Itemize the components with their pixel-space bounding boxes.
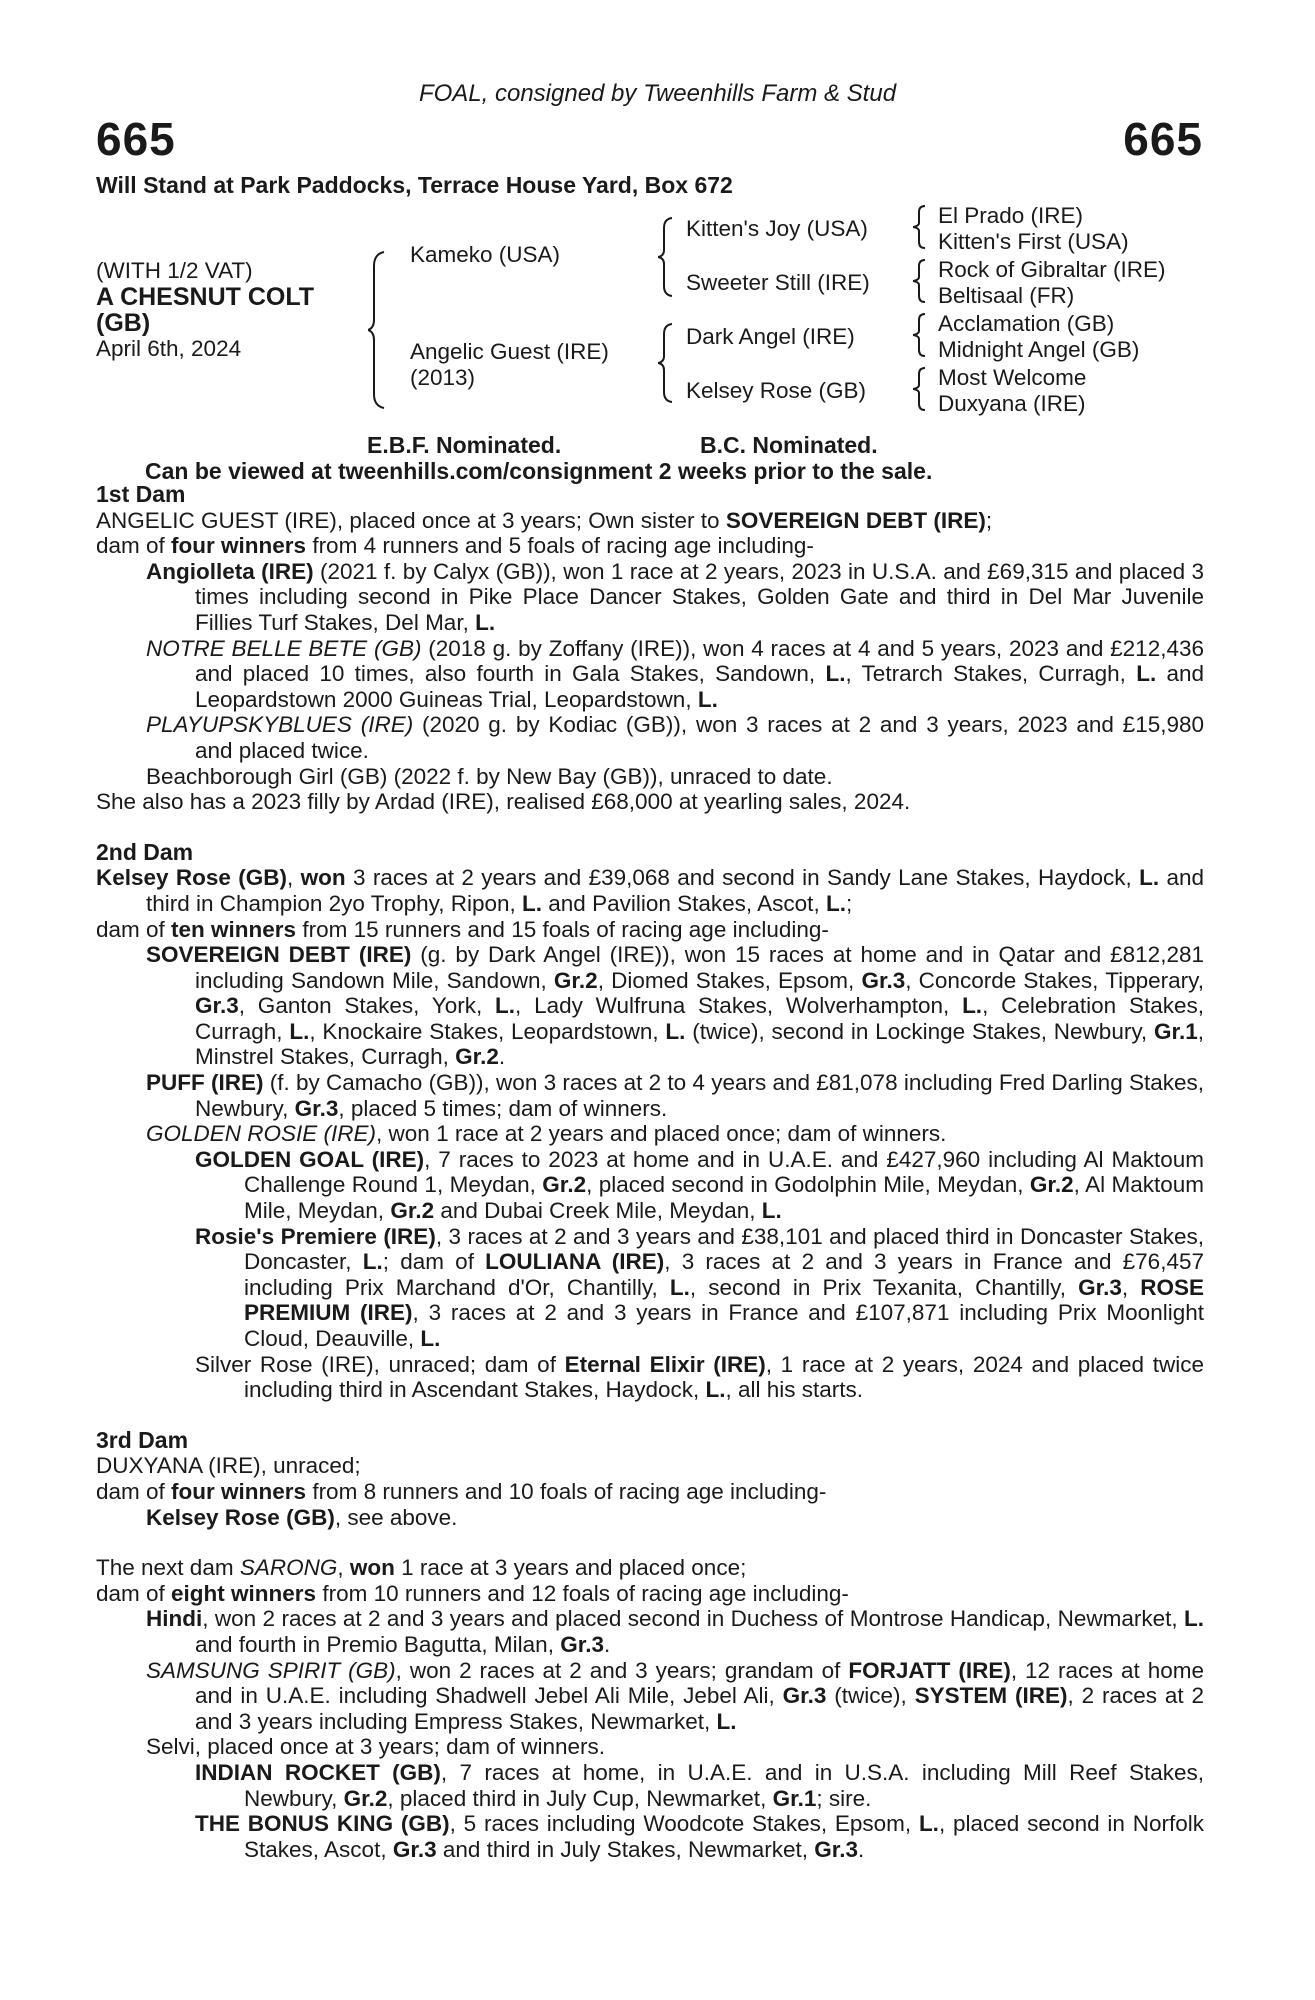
progeny-selvi: Selvi, placed once at 3 years; dam of winners. [146, 1734, 605, 1760]
progeny-golden-goal: GOLDEN GOAL (IRE), 7 races to 2023 at home and in U.A.E. and £427,960 including Al Maktoum Challenge Round 1, Meydan, Gr.2, placed second in Godolphin Mile, Meydan, Gr.2, Al Maktoum Mile, Meydan, Gr.2 and Dubai Creek Mile, Meydan, L. [195, 1146, 1204, 1224]
pedigree-brace-dam [658, 322, 674, 404]
next-dam-dam-of: dam of eight winners from 10 runners and 12 foals of racing age including- [96, 1580, 849, 1606]
pedigree-gg-7: Most Welcome [938, 365, 1087, 390]
pedigree-dam-year: (2013) [410, 365, 476, 390]
progeny-playupskyblues: PLAYUPSKYBLUES (IRE) (2020 g. by Kodiac (GB)), won 3 races at 2 and 3 years, 2023 and £15,980 and placed twice. [146, 712, 1205, 763]
progeny-golden-rosie: GOLDEN ROSIE (IRE), won 1 race at 2 years and placed once; dam of winners. [146, 1121, 947, 1147]
second-dam-dam-of: dam of ten winners from 15 runners and 15 foals of racing age including- [96, 916, 829, 942]
pedigree-gg-2: Kitten's First (USA) [938, 229, 1129, 254]
next-dam-intro: The next dam SARONG, won 1 race at 3 years and placed once; [96, 1555, 747, 1581]
progeny-beachborough-girl: Beachborough Girl (GB) (2022 f. by New Bay (GB)), unraced to date. [146, 763, 833, 789]
pedigree-sire-sire: Kitten's Joy (USA) [686, 216, 868, 241]
pedigree-dam-dam: Kelsey Rose (GB) [686, 378, 867, 403]
progeny-samsung-spirit: SAMSUNG SPIRIT (GB), won 2 races at 2 and 3 years; grandam of FORJATT (IRE), 12 races at home and in U.A.E. including Shadwell Jebel Ali Mile, Jebel Ali, Gr.3 (twice), SYSTEM (IRE), 2 races at 2 and 3 years including Empress Stakes, Newmarket, L. [146, 1657, 1204, 1734]
second-dam-heading: 2nd Dam [96, 838, 194, 865]
progeny-rosies-premiere: Rosie's Premiere (IRE), 3 races at 2 and 3 years and £38,101 and placed third in Doncaster Stakes, Doncaster, L.; dam of LOULIANA (IRE), 3 races at 2 and 3 years in France and £76,457 including Prix Marchand d'Or, Chantilly, L., second in Prix Texanita, Chantilly, Gr.3, ROSE PREMIUM (IRE), 3 races at 2 and 3 years in France and £107,871 including Prix Moonlight Cloud, Deauville, L. [195, 1223, 1204, 1351]
third-dam-intro: DUXYANA (IRE), unraced; [96, 1453, 361, 1479]
pedigree-brace-sire [658, 216, 674, 298]
progeny-angiolleta: Angiolleta (IRE) (2021 f. by Calyx (GB)), won 1 race at 2 years, 2023 in U.S.A. and £69,315 and placed 3 times including second in Pike Place Dancer Stakes, Golden Gate and third in Del Mar Juvenile Fillies Turf Stakes, Del Mar, L. [146, 558, 1204, 635]
lot-number-right: 665 [1123, 113, 1203, 165]
lot-number-left: 665 [96, 113, 176, 165]
first-dam-dam-of: dam of four winners from 4 runners and 5 foals of racing age including- [96, 533, 814, 559]
pedigree-brace-g4 [913, 366, 927, 412]
pedigree-brace-g1 [913, 204, 927, 250]
first-dam-heading: 1st Dam [96, 481, 186, 507]
second-dam-intro: Kelsey Rose (GB), won 3 races at 2 years and £39,068 and second in Sandy Lane Stakes, Haydock, L. and third in Champion 2yo Trophy, Ripon, L. and Pavilion Stakes, Ascot, L.; [96, 865, 1204, 916]
pedigree-sire-dam: Sweeter Still (IRE) [686, 270, 870, 295]
progeny-notre-belle-bete: NOTRE BELLE BETE (GB) (2018 g. by Zoffany (IRE)), won 4 races at 4 and 5 years, 2023 and £212,436 and placed 10 times, also fourth in Gala Stakes, Sandown, L., Tetrarch Stakes, Curragh, L. and Leopardstown 2000 Guineas Trial, Leopardstown, L. [146, 635, 1205, 712]
progeny-the-bonus-king: THE BONUS KING (GB), 5 races including Woodcote Stakes, Epsom, L., placed second in Norfolk Stakes, Ascot, Gr.3 and third in July Stakes, Newmarket, Gr.3. [195, 1811, 1204, 1862]
pedigree-gg-5: Acclamation (GB) [938, 311, 1115, 336]
pedigree-gg-1: El Prado (IRE) [938, 203, 1084, 228]
pedigree-dam: Angelic Guest (IRE) [410, 339, 609, 364]
progeny-indian-rocket: INDIAN ROCKET (GB), 7 races at home, in U.A.E. and in U.S.A. including Mill Reef Stakes, Newbury, Gr.2, placed third in July Cup, Newmarket, Gr.1; sire. [195, 1759, 1204, 1811]
pedigree-dam-sire: Dark Angel (IRE) [686, 324, 855, 349]
pedigree-gg-3: Rock of Gibraltar (IRE) [938, 257, 1166, 282]
horse-title: A CHESNUT COLT [96, 283, 315, 311]
progeny-sovereign-debt: SOVEREIGN DEBT (IRE) (g. by Dark Angel (IRE)), won 15 races at home and in Qatar and £812,281 including Sandown Mile, Sandown, Gr.2, Diomed Stakes, Epsom, Gr.3, Concorde Stakes, Tipperary, Gr.3, Ganton Stakes, York, L., Lady Wulfruna Stakes, Wolverhampton, L., Celebration Stakes, Curragh, L., Knockaire Stakes, Leopardstown, L. (twice), second in Lockinge Stakes, Newbury, Gr.1, Minstrel Stakes, Curragh, Gr.2. [146, 942, 1204, 1070]
ebf-nomination: E.B.F. Nominated. [367, 432, 562, 458]
bc-nomination: B.C. Nominated. [700, 432, 878, 458]
foaling-date: April 6th, 2024 [96, 336, 242, 361]
pedigree-gg-8: Duxyana (IRE) [938, 391, 1086, 416]
third-dam-heading: 3rd Dam [96, 1426, 189, 1453]
pedigree-brace-g2 [913, 258, 927, 304]
stand-location: Will Stand at Park Paddocks, Terrace House Yard, Box 672 [96, 172, 733, 198]
first-dam-also: She also has a 2023 filly by Ardad (IRE), realised £68,000 at yearling sales, 2024. [96, 789, 911, 815]
vat-note: (WITH 1/2 VAT) [96, 258, 253, 283]
progeny-kelsey-rose: Kelsey Rose (GB), see above. [146, 1504, 458, 1530]
first-dam-intro: ANGELIC GUEST (IRE), placed once at 3 years; Own sister to SOVEREIGN DEBT (IRE); [96, 507, 993, 533]
third-dam-dam-of: dam of four winners from 8 runners and 10 foals of racing age including- [96, 1478, 827, 1504]
pedigree-gg-4: Beltisaal (FR) [938, 283, 1075, 308]
pedigree-brace-main [368, 250, 388, 410]
pedigree-brace-g3 [913, 312, 927, 358]
pedigree-gg-6: Midnight Angel (GB) [938, 337, 1140, 362]
progeny-silver-rose: Silver Rose (IRE), unraced; dam of Eternal Elixir (IRE), 1 race at 2 years, 2024 and placed twice including third in Ascendant Stakes, Haydock, L., all his starts. [195, 1351, 1204, 1403]
pedigree-sire: Kameko (USA) [410, 242, 561, 267]
horse-title-country: (GB) [96, 309, 151, 337]
catalogue-body [96, 482, 1204, 1862]
progeny-hindi: Hindi, won 2 races at 2 and 3 years and placed second in Duchess of Montrose Handicap, Newmarket, L. and fourth in Premio Bagutta, Milan, Gr.3. [146, 1606, 1204, 1657]
consignor-line: FOAL, consigned by Tweenhills Farm & Stud [418, 80, 897, 107]
progeny-puff: PUFF (IRE) (f. by Camacho (GB)), won 3 races at 2 to 4 years and £81,078 including Fred Darling Stakes, Newbury, Gr.3, placed 5 times; dam of winners. [146, 1070, 1204, 1121]
viewing-note: Can be viewed at tweenhills.com/consignment 2 weeks prior to the sale. [145, 458, 933, 484]
